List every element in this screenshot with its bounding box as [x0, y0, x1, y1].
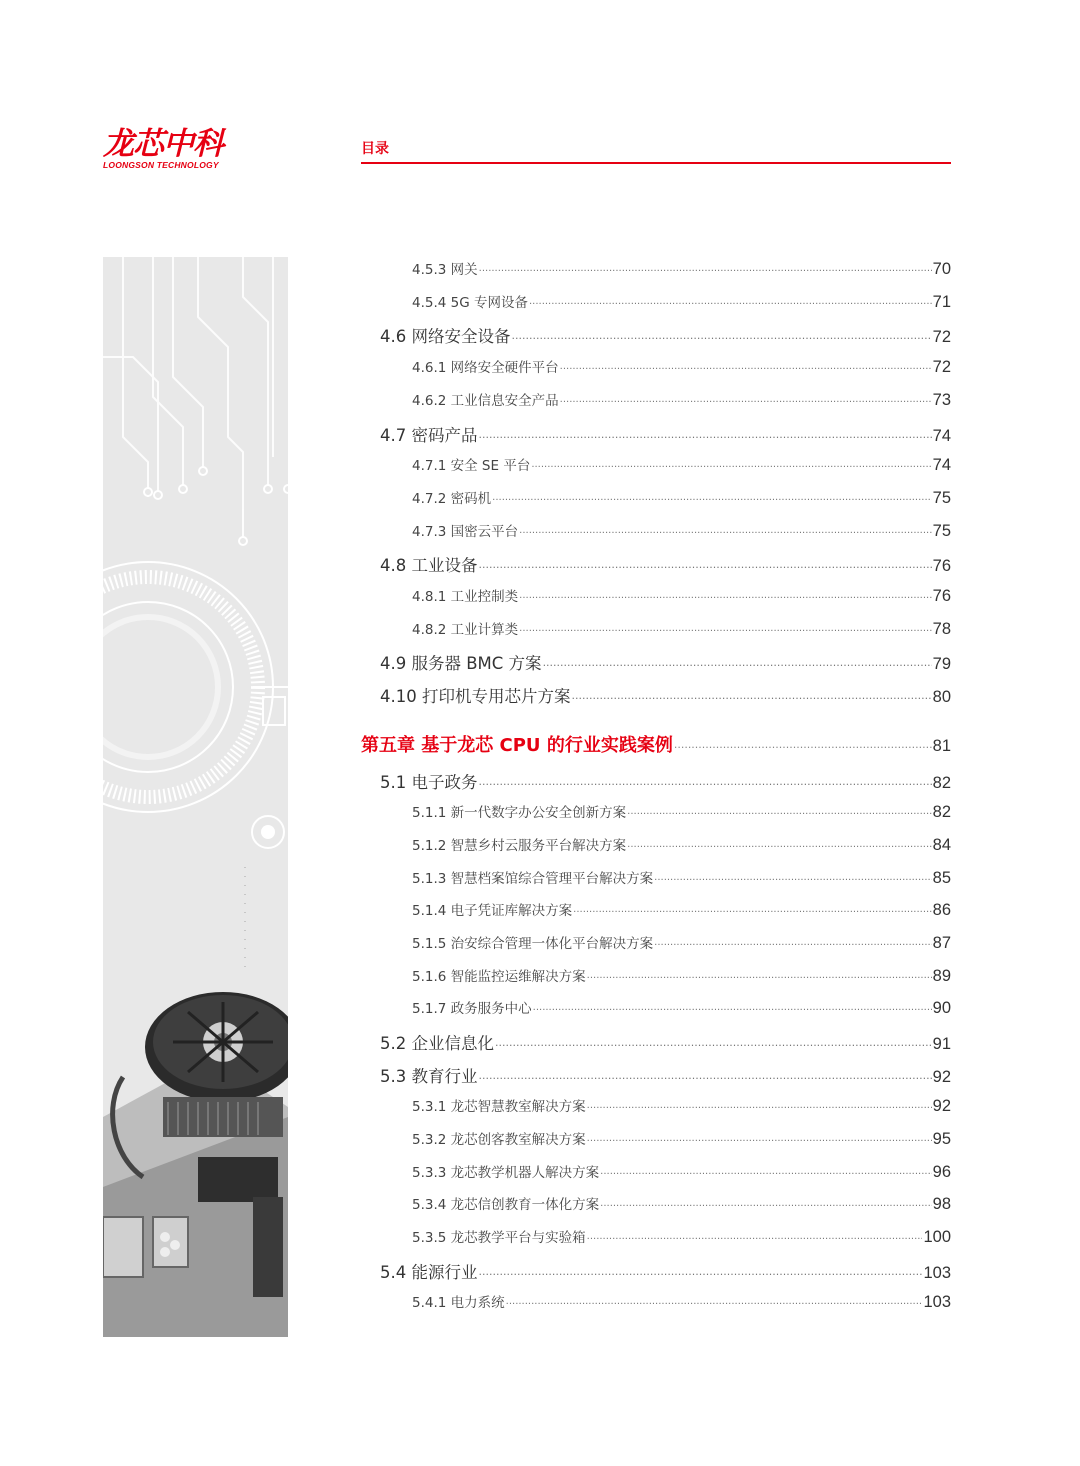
toc-leader-dots — [654, 875, 931, 886]
toc-leader-dots — [587, 1103, 932, 1114]
toc-leader-dots — [479, 431, 932, 444]
toc-page-number: 82 — [932, 803, 951, 821]
toc-subsection-entry[interactable] — [412, 1095, 951, 1116]
toc-entry-title: 5.3.4 龙芯信创教育一体化方案 — [412, 1197, 600, 1213]
toc-leader-dots — [479, 1072, 932, 1085]
toc-page-number: 70 — [932, 260, 951, 278]
toc-page-number: 96 — [932, 1163, 951, 1181]
toc-page-number: 95 — [932, 1130, 951, 1148]
logo-wordmark-cn: 龙芯中科 — [103, 126, 223, 162]
toc-entry-title: 5.3.5 龙芯教学平台与实验箱 — [412, 1230, 586, 1246]
toc-entry-title: 5.1.2 智慧乡村云服务平台解决方案 — [412, 838, 627, 854]
toc-page-number: 73 — [932, 391, 951, 409]
decorative-circuit-board-image — [103, 257, 288, 1337]
toc-entry-title: 4.5.4 5G 专网设备 — [412, 295, 528, 311]
toc-entry-title: 4.8.2 工业计算类 — [412, 622, 519, 638]
toc-entry-title: 5.4 能源行业 — [380, 1263, 478, 1282]
toc-subsection-entry[interactable] — [412, 389, 951, 410]
toc-subsection-entry[interactable] — [412, 618, 951, 639]
toc-subsection-entry[interactable] — [412, 965, 951, 986]
toc-page-number: 76 — [932, 557, 951, 575]
toc-page-number: 103 — [923, 1293, 951, 1311]
toc-leader-dots — [531, 462, 931, 473]
toc-entry-title: 5.1.5 治安综合管理一体化平台解决方案 — [412, 936, 654, 952]
toc-entry-title: 4.5.3 网关 — [412, 262, 478, 278]
toc-leader-dots — [529, 299, 932, 310]
toc-subsection-entry[interactable] — [412, 258, 951, 279]
toc-page-number: 79 — [932, 655, 951, 673]
toc-subsection-entry[interactable] — [412, 1161, 951, 1182]
toc-leader-dots — [479, 1268, 923, 1281]
toc-entry-title: 4.7 密码产品 — [380, 426, 478, 445]
toc-leader-dots — [519, 593, 931, 604]
toc-entry-title: 5.1.4 电子凭证库解决方案 — [412, 903, 573, 919]
toc-leader-dots — [543, 659, 932, 672]
toc-subsection-entry[interactable] — [412, 801, 951, 822]
toc-leader-dots — [512, 332, 932, 345]
toc-subsection-entry[interactable] — [412, 520, 951, 541]
toc-page-number: 82 — [932, 774, 951, 792]
toc-leader-dots — [560, 397, 932, 408]
toc-entry-title: 5.1.6 智能监控运维解决方案 — [412, 969, 586, 985]
toc-entry-title: 4.7.1 安全 SE 平台 — [412, 458, 531, 474]
logo-wordmark-en: LOONGSON TECHNOLOGY — [103, 160, 219, 170]
toc-subsection-entry[interactable] — [412, 1128, 951, 1149]
toc-entry-title: 5.3 教育行业 — [380, 1067, 478, 1086]
toc-page-number: 86 — [932, 901, 951, 919]
toc-subsection-entry[interactable] — [412, 834, 951, 855]
toc-subsection-entry[interactable] — [412, 487, 951, 508]
toc-entry-title: 4.9 服务器 BMC 方案 — [380, 654, 542, 673]
toc-entry-title: 5.3.1 龙芯智慧教室解决方案 — [412, 1099, 586, 1115]
toc-leader-dots — [479, 266, 932, 277]
toc-subsection-entry[interactable] — [412, 356, 951, 377]
toc-leader-dots — [495, 1039, 932, 1052]
toc-page-number: 84 — [932, 836, 951, 854]
header-divider — [361, 162, 951, 164]
toc-subsection-entry[interactable] — [412, 932, 951, 953]
toc-page-number: 78 — [932, 620, 951, 638]
toc-section-entry[interactable] — [380, 552, 951, 576]
toc-subsection-entry[interactable] — [412, 1226, 951, 1247]
toc-leader-dots — [519, 626, 931, 637]
toc-leader-dots — [587, 1136, 932, 1147]
toc-leader-dots — [627, 809, 931, 820]
toc-page-number: 98 — [932, 1195, 951, 1213]
toc-leader-dots — [571, 692, 931, 705]
toc-entry-title: 5.1 电子政务 — [380, 773, 478, 792]
toc-page-number: 87 — [932, 934, 951, 952]
toc-page-number: 72 — [932, 328, 951, 346]
toc-leader-dots — [674, 741, 932, 754]
toc-page-number: 71 — [932, 293, 951, 311]
toc-subsection-entry[interactable] — [412, 997, 951, 1018]
toc-page-number: 91 — [932, 1035, 951, 1053]
toc-section-entry[interactable] — [380, 323, 951, 347]
toc-chapter-entry[interactable] — [361, 731, 951, 757]
toc-entry-title: 4.8.1 工业控制类 — [412, 589, 519, 605]
toc-page-number: 75 — [932, 522, 951, 540]
toc-section-entry[interactable] — [380, 1030, 951, 1054]
toc-section-entry[interactable] — [380, 650, 951, 674]
page-title: 目录 — [361, 141, 389, 157]
toc-section-entry[interactable] — [380, 683, 951, 707]
toc-section-entry[interactable] — [380, 422, 951, 446]
toc-page-number: 81 — [932, 737, 951, 755]
toc-entry-title: 4.10 打印机专用芯片方案 — [380, 687, 571, 706]
toc-subsection-entry[interactable] — [412, 291, 951, 312]
toc-page-number: 85 — [932, 869, 951, 887]
toc-page-number: 89 — [932, 967, 951, 985]
toc-leader-dots — [587, 973, 932, 984]
toc-page-number: 75 — [932, 489, 951, 507]
toc-subsection-entry[interactable] — [412, 1291, 951, 1312]
toc-section-entry[interactable] — [380, 1063, 951, 1087]
toc-leader-dots — [600, 1201, 931, 1212]
toc-leader-dots — [573, 907, 931, 918]
logo — [103, 128, 243, 170]
toc-page-number: 74 — [932, 456, 951, 474]
toc-entry-title: 5.1.3 智慧档案馆综合管理平台解决方案 — [412, 871, 654, 887]
toc-leader-dots — [479, 778, 932, 791]
toc-leader-dots — [560, 364, 932, 375]
toc-leader-dots — [654, 940, 931, 951]
toc-subsection-entry[interactable] — [412, 1193, 951, 1214]
toc-section-entry[interactable] — [380, 1259, 951, 1283]
toc-entry-title: 4.7.2 密码机 — [412, 491, 492, 507]
toc-leader-dots — [519, 528, 931, 539]
toc-page-number: 76 — [932, 587, 951, 605]
toc-leader-dots — [506, 1299, 923, 1310]
toc-entry-title: 5.4.1 电力系统 — [412, 1295, 505, 1311]
toc-page-number: 90 — [932, 999, 951, 1017]
toc-page-number: 92 — [932, 1068, 951, 1086]
toc-subsection-entry[interactable] — [412, 454, 951, 475]
toc-entry-title: 4.7.3 国密云平台 — [412, 524, 519, 540]
toc-subsection-entry[interactable] — [412, 867, 951, 888]
toc-section-entry[interactable] — [380, 769, 951, 793]
toc-page-number: 100 — [923, 1228, 951, 1246]
toc-entry-title: 5.1.1 新一代数字办公安全创新方案 — [412, 805, 627, 821]
toc-subsection-entry[interactable] — [412, 899, 951, 920]
toc-entry-title: 5.2 企业信息化 — [380, 1034, 494, 1053]
toc-leader-dots — [587, 1234, 923, 1245]
circuit-board-illustration — [103, 257, 288, 1337]
toc-entry-title: 5.3.2 龙芯创客教室解决方案 — [412, 1132, 586, 1148]
toc-entry-title: 4.6 网络安全设备 — [380, 327, 511, 346]
toc-entry-title: 4.8 工业设备 — [380, 556, 478, 575]
toc-page-number: 80 — [932, 688, 951, 706]
toc-page-number: 72 — [932, 358, 951, 376]
toc-entry-title: 第五章 基于龙芯 CPU 的行业实践案例 — [361, 735, 673, 756]
toc-page-number: 103 — [923, 1264, 951, 1282]
toc-leader-dots — [533, 1005, 932, 1016]
toc-subsection-entry[interactable] — [412, 585, 951, 606]
toc-entry-title: 5.3.3 龙芯教学机器人解决方案 — [412, 1165, 600, 1181]
toc-entry-title: 4.6.1 网络安全硬件平台 — [412, 360, 559, 376]
toc-leader-dots — [479, 561, 932, 574]
toc-leader-dots — [627, 842, 931, 853]
toc-entry-title: 4.6.2 工业信息安全产品 — [412, 393, 559, 409]
toc-page-number: 74 — [932, 427, 951, 445]
toc-leader-dots — [492, 495, 931, 506]
toc-page-number: 92 — [932, 1097, 951, 1115]
toc-leader-dots — [600, 1169, 931, 1180]
toc-entry-title: 5.1.7 政务服务中心 — [412, 1001, 532, 1017]
